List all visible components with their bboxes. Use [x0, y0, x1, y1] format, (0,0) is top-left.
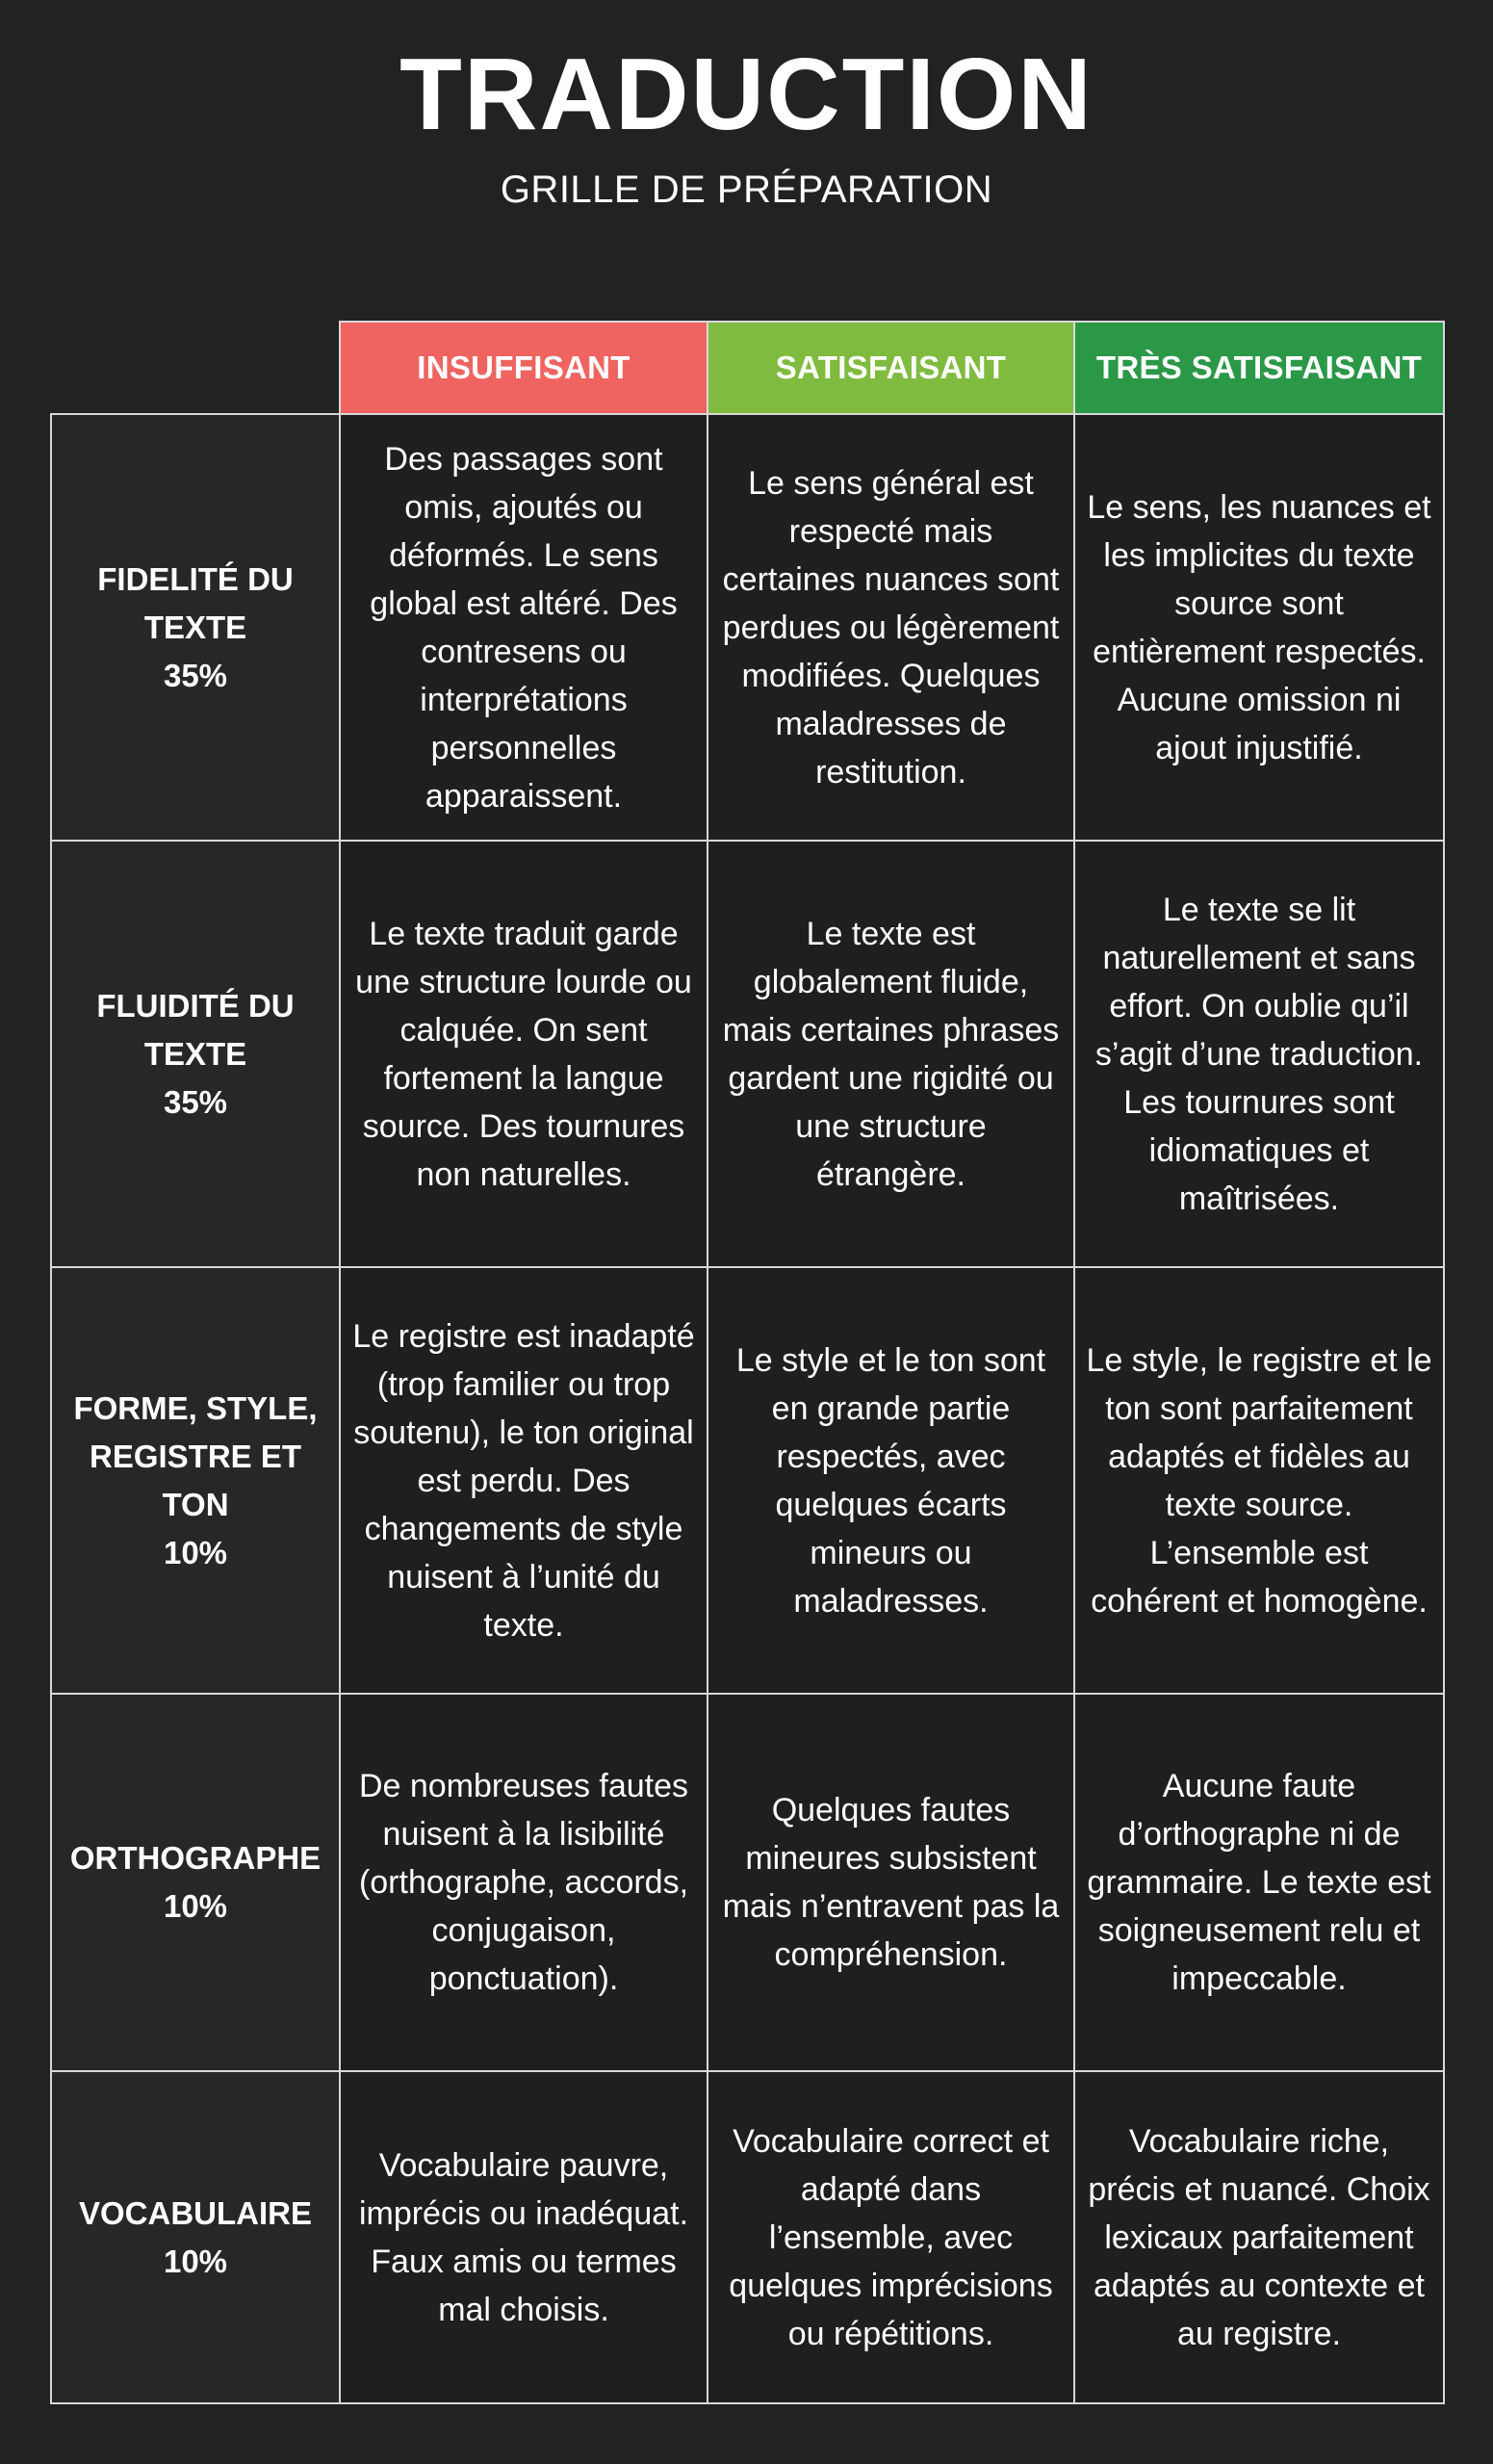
- criterion-weight: 35%: [163, 657, 228, 693]
- description-tres-satisfaisant: Le texte se lit naturellement et sans effort. On oublie qu’il s’agit d’une traduction. Les tournures sont idiomatiques et maîtrisées.: [1074, 841, 1444, 1267]
- description-satisfaisant: Le sens général est respecté mais certaines nuances sont perdues ou légèrement modifiées. Quelques maladresses de restitution.: [708, 414, 1074, 841]
- criterion-name: FORME, STYLE, REGISTRE ET TON: [73, 1389, 318, 1522]
- description-insuffisant: Le registre est inadapté (trop familier ou trop soutenu), le ton original est perdu. Des changements de style nuisent à l’unité du texte.: [340, 1267, 708, 1694]
- rubric-row-forme-style: [51, 1267, 1444, 1694]
- description-insuffisant: De nombreuses fautes nuisent à la lisibilité (orthographe, accords, conjugaison, ponctuation).: [340, 1694, 708, 2071]
- description-insuffisant: Des passages sont omis, ajoutés ou déformés. Le sens global est altéré. Des contresens ou interprétations personnelles apparaissent.: [340, 414, 708, 841]
- rubric-corner-cell: [51, 322, 340, 414]
- page-title: TRADUCTION: [399, 38, 1094, 151]
- rubric-table: [50, 321, 1445, 2404]
- criterion-cell: [51, 841, 340, 1267]
- rubric-row-vocabulaire: [51, 2071, 1444, 2403]
- criterion-cell: [51, 2071, 340, 2403]
- criterion-name: FLUIDITÉ DU TEXTE: [96, 987, 295, 1072]
- description-tres-satisfaisant: Aucune faute d’orthographe ni de grammaire. Le texte est soigneusement relu et impeccable.: [1074, 1694, 1444, 2071]
- page-subtitle: GRILLE DE PRÉPARATION: [500, 169, 993, 211]
- criterion-cell: [51, 1267, 340, 1694]
- description-satisfaisant: Le texte est globalement fluide, mais certaines phrases gardent une rigidité ou une structure étrangère.: [708, 841, 1074, 1267]
- description-tres-satisfaisant: Le sens, les nuances et les implicites du texte source sont entièrement respectés. Aucune omission ni ajout injustifié.: [1074, 414, 1444, 841]
- criterion-weight: 35%: [163, 1083, 228, 1120]
- criterion-cell: [51, 1694, 340, 2071]
- rubric-row-fidelite: [51, 414, 1444, 841]
- criterion-name: FIDELITÉ DU TEXTE: [97, 560, 294, 645]
- description-satisfaisant: Vocabulaire correct et adapté dans l’ensemble, avec quelques imprécisions ou répétitions.: [708, 2071, 1074, 2403]
- rubric-row-fluidite: [51, 841, 1444, 1267]
- description-insuffisant: Vocabulaire pauvre, imprécis ou inadéquat. Faux amis ou termes mal choisis.: [340, 2071, 708, 2403]
- criterion-weight: 10%: [163, 1888, 228, 1924]
- criterion-cell: [51, 414, 340, 841]
- level-header-satisfaisant: SATISFAISANT: [708, 322, 1074, 414]
- level-header-tres-satisfaisant: TRÈS SATISFAISANT: [1074, 322, 1444, 414]
- criterion-name: ORTHOGRAPHE: [69, 1840, 322, 1876]
- criterion-weight: 10%: [163, 2243, 228, 2279]
- description-satisfaisant: Quelques fautes mineures subsistent mais n’entravent pas la compréhension.: [708, 1694, 1074, 2071]
- criterion-name: VOCABULAIRE: [78, 2194, 312, 2231]
- level-header-insuffisant: INSUFFISANT: [340, 322, 708, 414]
- rubric-header-row: [51, 322, 1444, 414]
- description-insuffisant: Le texte traduit garde une structure lourde ou calquée. On sent fortement la langue source. Des tournures non naturelles.: [340, 841, 708, 1267]
- rubric-row-orthographe: [51, 1694, 1444, 2071]
- description-tres-satisfaisant: Le style, le registre et le ton sont parfaitement adaptés et fidèles au texte source. L’ensemble est cohérent et homogène.: [1074, 1267, 1444, 1694]
- description-tres-satisfaisant: Vocabulaire riche, précis et nuancé. Choix lexicaux parfaitement adaptés au contexte et au registre.: [1074, 2071, 1444, 2403]
- description-satisfaisant: Le style et le ton sont en grande partie respectés, avec quelques écarts mineurs ou maladresses.: [708, 1267, 1074, 1694]
- criterion-weight: 10%: [163, 1534, 228, 1570]
